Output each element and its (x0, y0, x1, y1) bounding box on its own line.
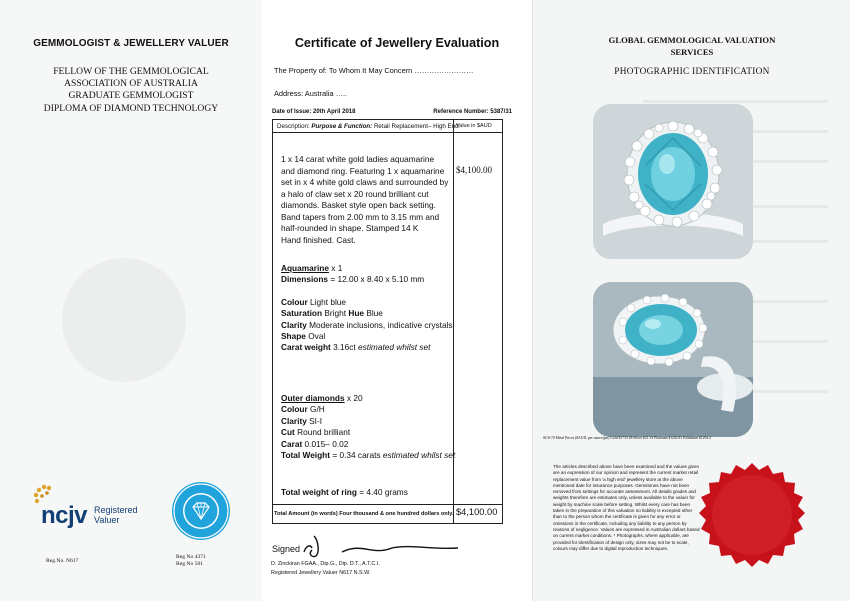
reference-number: Reference Number: 5387/31 (433, 109, 512, 115)
photographic-identification: PHOTOGRAPHIC IDENTIFICATION (614, 67, 770, 77)
total-in-words: Total Amount (in words) Four thousand & one hundred dollars only. (274, 511, 454, 517)
credential-line: ASSOCIATION OF AUSTRALIA (64, 78, 198, 90)
ncjv-wordmark: ncjv (41, 502, 88, 529)
header-divider (273, 132, 502, 133)
ncjv-registered: Registered (94, 505, 138, 515)
watermark-seal (62, 258, 186, 382)
metal-prices: SUS-70 Metal Prices ($AUD. per ounce/gm) Gold $1733.48 Silver $21.33 Platinum $1202.81 Palladium $1294.2 (543, 436, 711, 440)
item-value: $4,100.00 (456, 165, 492, 175)
ncjv-registered-valuer (94, 506, 138, 525)
photo-panel (532, 0, 850, 601)
column-divider (453, 120, 454, 523)
signed-label: Signed (272, 544, 301, 554)
ncjv-valuer: Valuer (94, 514, 120, 525)
aquamarine-spec: Aquamarine x 1 Dimensions = 12.00 x 8.40 x 5.10 mm Colour Light blue Saturation Bright Hue Blue Clarity Moderate inclusions, indicative crystals Shape Oval Carat weight 3.16ct estimated whilst set (281, 263, 453, 353)
reg-number-line: Reg No 4371 (176, 554, 206, 560)
credential-line: FELLOW OF THE GEMMOLOGICAL (53, 66, 209, 77)
aquamarine-title: Aquamarine (281, 263, 329, 273)
value-header: Value in $AUD (456, 123, 492, 129)
red-wax-seal-icon (699, 462, 805, 568)
purpose-value: Retail Replacement– High End (372, 123, 459, 130)
issue-row (272, 109, 512, 115)
total-price: $4,100.00 (456, 507, 498, 517)
diamond-seal-icon (172, 482, 230, 540)
reg-number-left: Reg.No. N617 (46, 558, 79, 564)
credential-line: DIPLOMA OF DIAMOND TECHNOLOGY (43, 102, 219, 114)
valuer-signature (302, 530, 462, 560)
property-of: The Property of: To Whom It May Concern …………………… (274, 66, 474, 75)
valuation-table (272, 119, 503, 524)
reg-number-line: Reg No 501 (176, 560, 204, 567)
valuer-registration: Registered Jewellery Valuer N617 N.S.W. (271, 570, 371, 576)
valuation-disclaimer: The articles described above have been examined and the values given are an expression of our opinion and represent the current market retail replacement value from 'a high end' jewellery store at the above mentioned date for insurance purposes. Gemstones have not been removed from settings for accurate assessment. All details grades and weights therefore are estimates only, unless available to the valuer for weight by machine scale before setting. Whilst every care has been taken in the preparation of this valuation no liability is excepted other than to the person whom the certificate is given for any error or omissions in the certificate, including any liability to any person by reasons of negligence. Values are expressed in Australian dollars based on current market conditions. * Photographs, where applicable, are provided for identification of design only, sizes may not be to scale, colours may differ due to digital reproduction techniques. (553, 464, 700, 551)
certificate-title: Certificate of Jewellery Evaluation (294, 36, 500, 50)
description-tail: Hand finished. Cast. (281, 234, 356, 245)
services-heading: GLOBAL GEMMOLOGICAL VALUATION SERVICES (608, 35, 776, 57)
item-description (281, 154, 449, 246)
ncjv-logo (30, 478, 140, 528)
credential-line: GRADUATE GEMMOLOGIST (68, 90, 194, 102)
date-of-issue: Date of Issue: 20th April 2018 (272, 109, 356, 115)
valuer-name: D. Zinckiran FGAA., Dip.G., Dip. D.T., A.T.C.I. (271, 561, 380, 567)
purpose-label: Purpose & Function: (311, 123, 373, 130)
valuer-heading: GEMMOLOGIST & JEWELLERY VALUER (33, 38, 229, 49)
ring-weight: Total weight of ring = 4.40 grams (281, 487, 408, 497)
reg-number-right (176, 554, 206, 567)
total-divider (273, 504, 502, 505)
ring-side-view-image (593, 282, 753, 437)
ring-photo-top (593, 104, 753, 259)
watermark-band (0, 104, 262, 127)
valuer-details (271, 560, 380, 578)
watermark-line (643, 100, 828, 103)
description-header: Description: Purpose & Function: Retail Replacement– High End (277, 123, 459, 130)
outer-diamonds-title: Outer diamonds (281, 393, 345, 403)
left-panel (0, 0, 263, 601)
certificate-panel (262, 0, 532, 601)
address: Address: Australia ….. (274, 89, 348, 98)
outer-diamonds-spec: Outer diamonds x 20 Colour G/H Clarity SI-I Cut Round brilliant Carat 0.015– 0.02 Total Weight = 0.34 carats estimated whilst set (281, 393, 456, 461)
ring-photo-side (593, 282, 753, 437)
description-text: 1 x 14 carat white gold ladies aquamarine and diamond ring. Featuring 1 x aquamarine set in x 4 white gold claws and surrounded by a halo of claw set x 20 round brilliant cut diamonds. Basket style open back setting. Band tapers from 2.00 mm to 3.15 mm and half-rounded in shape. Stamped 14 K (281, 154, 449, 233)
gemmological-association-seal (172, 482, 230, 540)
ring-top-view-image (593, 104, 753, 259)
